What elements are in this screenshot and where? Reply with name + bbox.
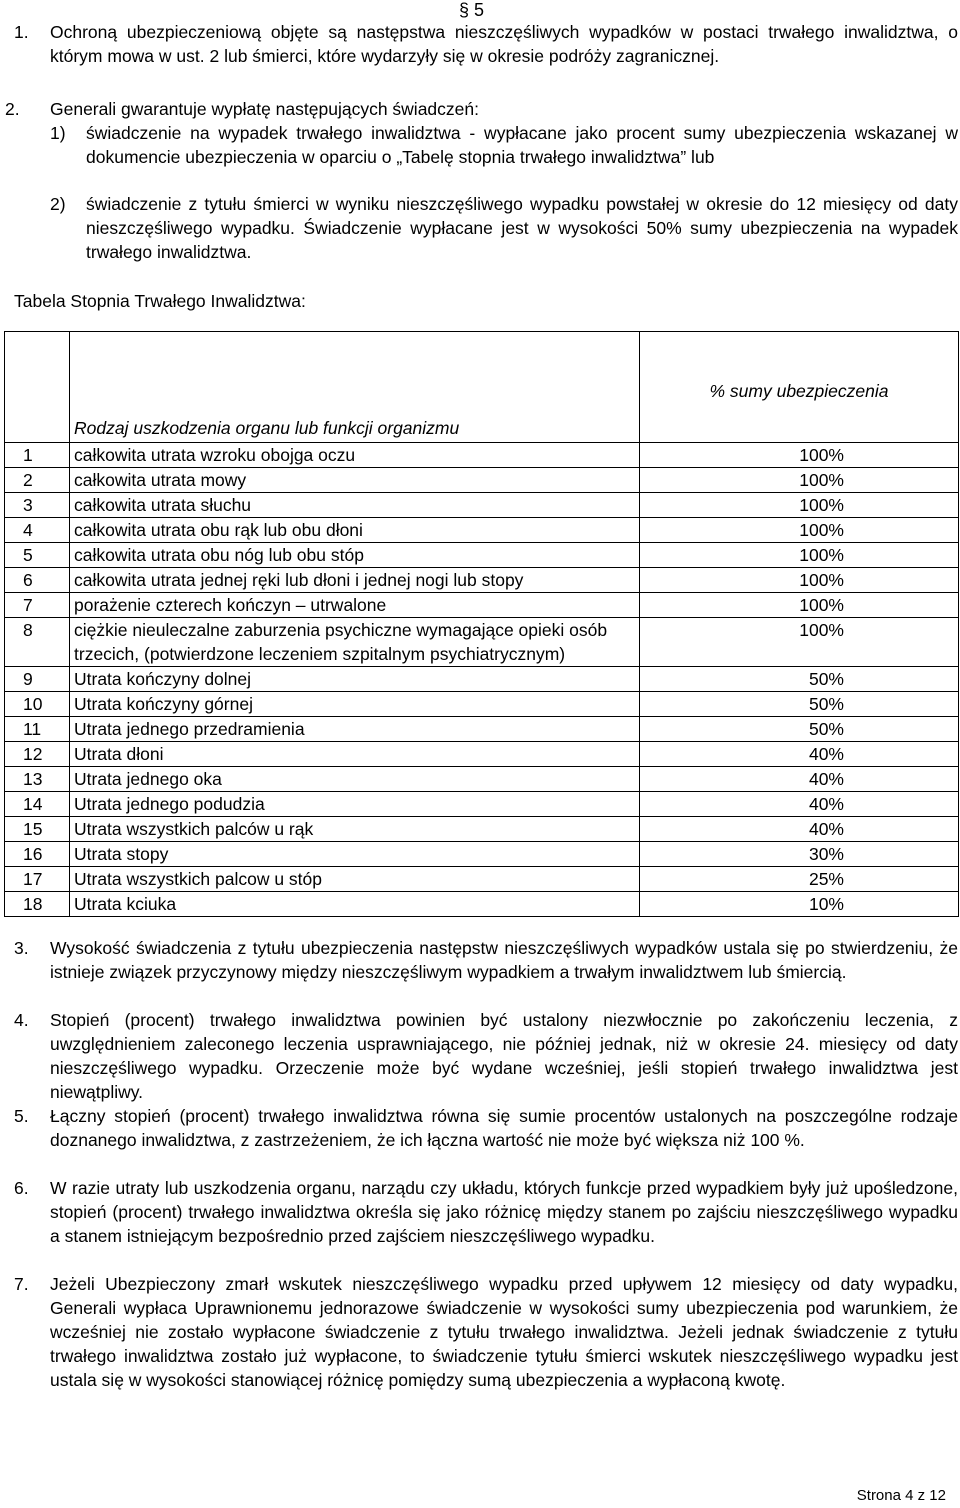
row-number: 9 xyxy=(5,667,70,692)
row-description: Utrata wszystkich palcow u stóp xyxy=(70,867,640,892)
row-description: Utrata dłoni xyxy=(70,742,640,767)
table-row xyxy=(5,568,959,593)
table-row xyxy=(5,692,959,717)
row-description: Utrata wszystkich palców u rąk xyxy=(70,817,640,842)
table-title: Tabela Stopnia Trwałego Inwalidztwa: xyxy=(14,291,306,311)
row-description: Utrata kończyny górnej xyxy=(70,692,640,717)
row-number: 15 xyxy=(5,817,70,842)
row-percent: 40% xyxy=(640,742,959,767)
row-percent: 100% xyxy=(640,443,959,468)
row-number: 11 xyxy=(5,717,70,742)
row-number: 10 xyxy=(5,692,70,717)
row-description: całkowita utrata wzroku obojga oczu xyxy=(70,443,640,468)
table-row xyxy=(5,593,959,618)
sub-item-number: 1) xyxy=(50,123,66,143)
table-row xyxy=(5,767,959,792)
row-percent: 100% xyxy=(640,568,959,593)
row-percent: 100% xyxy=(640,543,959,568)
row-number: 16 xyxy=(5,842,70,867)
row-description: Utrata kończyny dolnej xyxy=(70,667,640,692)
row-description: całkowita utrata jednej ręki lub dłoni i jednej nogi lub stopy xyxy=(70,568,640,593)
row-description: Utrata stopy xyxy=(70,842,640,867)
table-row xyxy=(5,667,959,692)
item-number: 5. xyxy=(14,1106,29,1126)
item-text: Generali gwarantuje wypłatę następujących świadczeń: xyxy=(50,99,479,119)
row-percent: 30% xyxy=(640,842,959,867)
table-row xyxy=(5,493,959,518)
item-text: Ochroną ubezpieczeniową objęte są następstwa nieszczęśliwych wypadków w postaci trwałego inwalidztwa, o którym mowa w ust. 2 lub śmierci, które wydarzyły się w okresie podróży zagranicznej. xyxy=(50,22,958,66)
item-text: Jeżeli Ubezpieczony zmarł wskutek nieszczęśliwego wypadku przed upływem 12 miesięcy od daty wypadku, Generali wypłaca Uprawnionemu jednorazowe świadczenie w wysokości sumy ubezpieczenia pod warunkiem, że wcześniej nie zostało wypłacone świadczenie z tytułu trwałego inwalidztwa. Jeżeli jednak świadczenie z tytułu trwałego inwalidztwa zostało już wypłacone, to świadczenie tytułu śmierci wskutek nieszczęśliwego wypadku jest ustala się w wysokości stanowiącej różnicę pomiędzy sumą ubezpieczenia a wypłaconą kwotę. xyxy=(50,1274,958,1390)
row-percent: 40% xyxy=(640,817,959,842)
row-number: 17 xyxy=(5,867,70,892)
row-number: 7 xyxy=(5,593,70,618)
sub-item-number: 2) xyxy=(50,194,66,214)
table-row xyxy=(5,842,959,867)
table-header-row xyxy=(5,332,959,443)
item-text: Łączny stopień (procent) trwałego inwalidztwa równa się sumie procentów ustalonych na poszczególne rodzaje doznanego inwalidztwa, z zastrzeżeniem, że ich łączna wartość nie może być większa niż 100 %. xyxy=(50,1106,958,1150)
table-row xyxy=(5,792,959,817)
row-number: 18 xyxy=(5,892,70,917)
table-row xyxy=(5,518,959,543)
header-number-cell xyxy=(5,332,70,443)
row-number: 6 xyxy=(5,568,70,593)
row-number: 3 xyxy=(5,493,70,518)
row-percent: 50% xyxy=(640,692,959,717)
row-number: 1 xyxy=(5,443,70,468)
row-number: 4 xyxy=(5,518,70,543)
row-percent: 40% xyxy=(640,792,959,817)
item-number: 7. xyxy=(14,1274,29,1294)
disability-table xyxy=(4,331,959,917)
row-number: 2 xyxy=(5,468,70,493)
table-row xyxy=(5,543,959,568)
item-number: 2. xyxy=(5,99,20,119)
table-row xyxy=(5,468,959,493)
table-row xyxy=(5,892,959,917)
item-text: W razie utraty lub uszkodzenia organu, narządu czy układu, których funkcje przed wypadkiem były już upośledzone, stopień (procent) trwałego inwalidztwa określa się jako różnicę między stanem po zajściu nieszczęśliwego wypadku a stanem istniejącym bezpośrednio przed zajściem nieszczęśliwego wypadku. xyxy=(50,1178,958,1246)
table-row xyxy=(5,867,959,892)
row-percent: 100% xyxy=(640,618,959,667)
row-description: Utrata jednego przedramienia xyxy=(70,717,640,742)
page-footer: Strona 4 z 12 xyxy=(856,1487,946,1504)
row-description: całkowita utrata obu rąk lub obu dłoni xyxy=(70,518,640,543)
row-percent: 100% xyxy=(640,493,959,518)
row-number: 14 xyxy=(5,792,70,817)
row-number: 5 xyxy=(5,543,70,568)
row-percent: 100% xyxy=(640,518,959,543)
row-description: Utrata kciuka xyxy=(70,892,640,917)
row-number: 12 xyxy=(5,742,70,767)
sub-item-text: świadczenie na wypadek trwałego inwalidztwa - wypłacane jako procent sumy ubezpieczenia wskazanej w dokumencie ubezpieczenia w oparciu o „Tabelę stopnia trwałego inwalidztwa” lub xyxy=(86,123,958,167)
row-number: 13 xyxy=(5,767,70,792)
row-description: ciężkie nieuleczalne zaburzenia psychiczne wymagające opieki osób trzecich, (potwierdzone leczeniem szpitalnym psychiatrycznym) xyxy=(70,618,640,667)
table-row xyxy=(5,618,959,667)
row-description: całkowita utrata obu nóg lub obu stóp xyxy=(70,543,640,568)
item-number: 1. xyxy=(14,22,29,42)
row-description: Utrata jednego podudzia xyxy=(70,792,640,817)
item-text: Stopień (procent) trwałego inwalidztwa powinien być ustalony niezwłocznie po zakończeniu leczenia, z uwzględnieniem zaleconego leczenia usprawniającego, nie później jednak, niż w okresie 24. miesięcy od daty nieszczęśliwego wypadku. Orzeczenie może być wydane wcześniej, jeśli stopień trwałego inwalidztwa jest niewątpliwy. xyxy=(50,1010,958,1102)
section-heading: § 5 xyxy=(459,0,485,20)
sub-item-text: świadczenie z tytułu śmierci w wyniku nieszczęśliwego wypadku powstałej w okresie do 12 miesięcy od daty nieszczęśliwego wypadku. Świadczenie wypłacane jest w wysokości 50% sumy ubezpieczenia na wypadek trwałego inwalidztwa. xyxy=(86,194,958,262)
row-description: całkowita utrata mowy xyxy=(70,468,640,493)
item-number: 4. xyxy=(14,1010,29,1030)
header-percent-cell: % sumy ubezpieczenia xyxy=(640,332,959,443)
item-number: 6. xyxy=(14,1178,29,1198)
header-type-cell: Rodzaj uszkodzenia organu lub funkcji organizmu xyxy=(70,332,640,443)
row-percent: 40% xyxy=(640,767,959,792)
row-description: całkowita utrata słuchu xyxy=(70,493,640,518)
table-row xyxy=(5,742,959,767)
row-description: porażenie czterech kończyn – utrwalone xyxy=(70,593,640,618)
row-percent: 25% xyxy=(640,867,959,892)
row-description: Utrata jednego oka xyxy=(70,767,640,792)
row-percent: 100% xyxy=(640,468,959,493)
row-number: 8 xyxy=(5,618,70,667)
table-row xyxy=(5,717,959,742)
item-text: Wysokość świadczenia z tytułu ubezpieczenia następstw nieszczęśliwych wypadków ustala się po stwierdzeniu, że istnieje związek przyczynowy między nieszczęśliwym wypadkiem a trwałym inwalidztwem lub śmiercią. xyxy=(50,938,958,982)
row-percent: 10% xyxy=(640,892,959,917)
item-number: 3. xyxy=(14,938,29,958)
row-percent: 50% xyxy=(640,667,959,692)
row-percent: 100% xyxy=(640,593,959,618)
row-percent: 50% xyxy=(640,717,959,742)
table-row xyxy=(5,817,959,842)
table-row xyxy=(5,443,959,468)
